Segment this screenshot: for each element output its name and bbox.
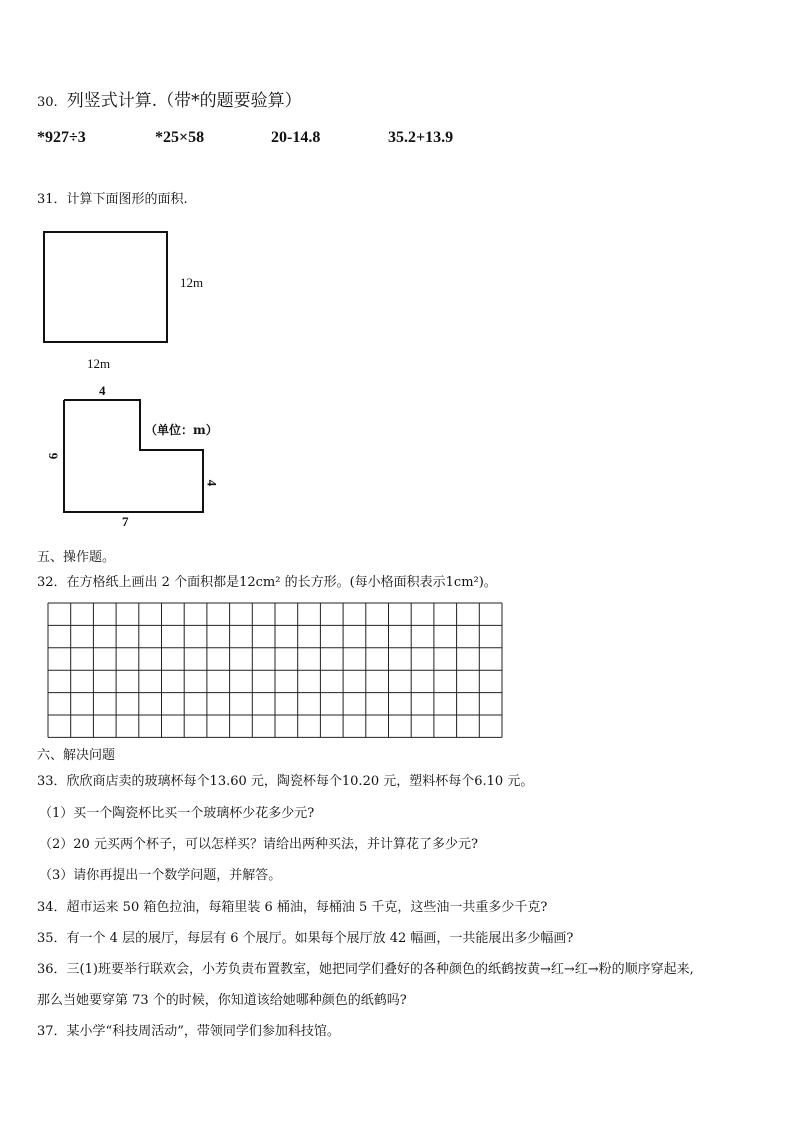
calc-item-2: *25×58 — [155, 129, 205, 146]
l-shape-figure — [62, 398, 212, 518]
calc-item-3: 20-14.8 — [271, 129, 321, 146]
calc-item-4: 35.2+13.9 — [388, 129, 454, 146]
question-33-sub-1: （1）买一个陶瓷杯比买一个玻璃杯少花多少元? — [39, 806, 315, 821]
question-37: 37．某小学“科技周活动”，带领同学们参加科技馆。 — [37, 1024, 340, 1039]
l-shape-left-label: 6 — [45, 452, 61, 460]
l-shape-bottom-label: 7 — [122, 514, 129, 529]
square-shape — [44, 232, 167, 342]
section-5-title: 五、操作题。 — [37, 550, 116, 565]
l-shape-outline — [64, 400, 203, 512]
question-31: 31．计算下面图形的面积. — [37, 192, 188, 207]
calc-item-1: *927÷3 — [37, 129, 86, 146]
question-30 — [37, 86, 302, 111]
section-6-title: 六、解决问题 — [37, 748, 116, 763]
square-right-label: 12m — [180, 275, 204, 290]
unit-note: （单位：m） — [145, 423, 218, 437]
question-number: 30. — [37, 95, 58, 110]
question-33-sub-3: （3）请你再提出一个数学问题，并解答。 — [39, 868, 282, 883]
question-text: 列竖式计算.（带*的题要验算） — [66, 91, 302, 111]
square-bottom-label: 12m — [87, 356, 111, 371]
question-32: 32．在方格纸上画出 2 个面积都是12cm² 的长方形。(每小格面积表示1cm²)。 — [37, 575, 497, 590]
question-36-line-1: 36．三(1)班要举行联欢会，小芳负责布置教室，她把同学们叠好的各种颜色的纸鹤按黄→红→红→粉的顺序穿起来, — [37, 962, 694, 977]
question-33: 33．欣欣商店卖的玻璃杯每个13.60 元，陶瓷杯每个10.20 元，塑料杯每个6.10 元。 — [37, 774, 534, 789]
grid-paper — [47, 602, 503, 738]
l-shape-top-label: 4 — [99, 383, 106, 398]
square-figure — [43, 231, 173, 346]
question-35: 35．有一个 4 层的展厅，每层有 6 个展厅。如果每个展厅放 42 幅画，一共能展出多少幅画? — [37, 931, 574, 946]
l-shape-right-label: 4 — [204, 479, 220, 487]
question-36-line-2: 那么当她要穿第 73 个的时候，你知道该给她哪种颜色的纸鹤吗? — [37, 993, 407, 1008]
question-34: 34．超市运来 50 箱色拉油，每箱里装 6 桶油，每桶油 5 千克，这些油一共重多少千克? — [37, 900, 548, 915]
question-33-sub-2: （2）20 元买两个杯子，可以怎样买？请给出两种买法，并计算花了多少元? — [39, 837, 478, 852]
